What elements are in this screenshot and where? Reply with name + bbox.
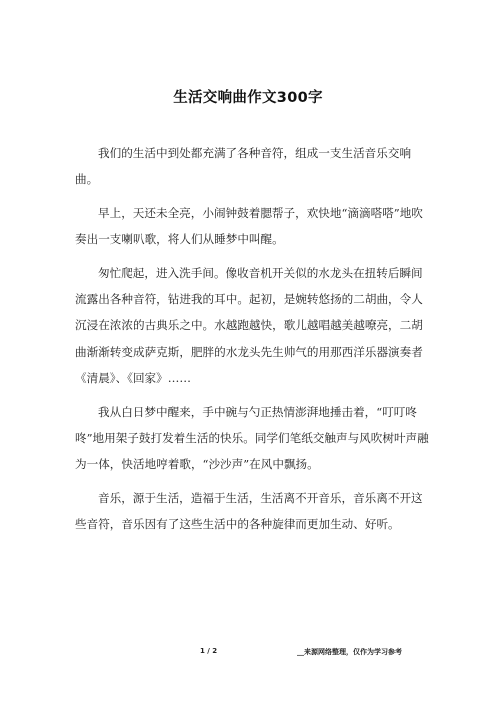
document-body [75,140,433,545]
paragraph: 我从白日梦中醒来，手中碗与勺正热情澎湃地捶击着，“叮叮咚咚”地用架子鼓打发着生活的快乐。同学们笔纸交触声与风吹树叶声融为一体，快活地哼着歌，“沙沙声”在风中飘扬。 [75,404,429,472]
source-note: __来源网络整理，仅作为学习参考 [297,648,402,656]
document-title: 生活交响曲作文300字 [173,90,323,106]
paragraph: 音乐，源于生活，造福于生活，生活离不开音乐，音乐离不开这些音符，音乐因有了这些生活中的各种旋律而更加生动、好听。 [75,490,423,532]
paragraph: 我们的生活中到处都充满了各种音符，组成一支生活音乐交响曲。 [75,146,412,187]
page-footer [0,647,496,661]
paragraph: 早上，天还未全亮，小闹钟鼓着腮帮子，欢快地“滴滴嗒嗒”地吹奏出一支喇叭歌，将人们从睡梦中叫醒。 [75,205,423,247]
page-number: 1 / 2 [200,647,218,655]
paragraph: 匆忙爬起，进入洗手间。像收音机开关似的水龙头在扭转后瞬间流露出各种音符，钻进我的耳中。起初，是婉转悠扬的二胡曲，令人沉浸在浓浓的古典乐之中。水越跑越快，歌儿越唱越美越嘹亮，二胡曲渐渐转变成萨克斯，肥胖的水龙头先生帅气的用那西洋乐器演奏者《清晨》、《回家》…… [75,265,423,386]
